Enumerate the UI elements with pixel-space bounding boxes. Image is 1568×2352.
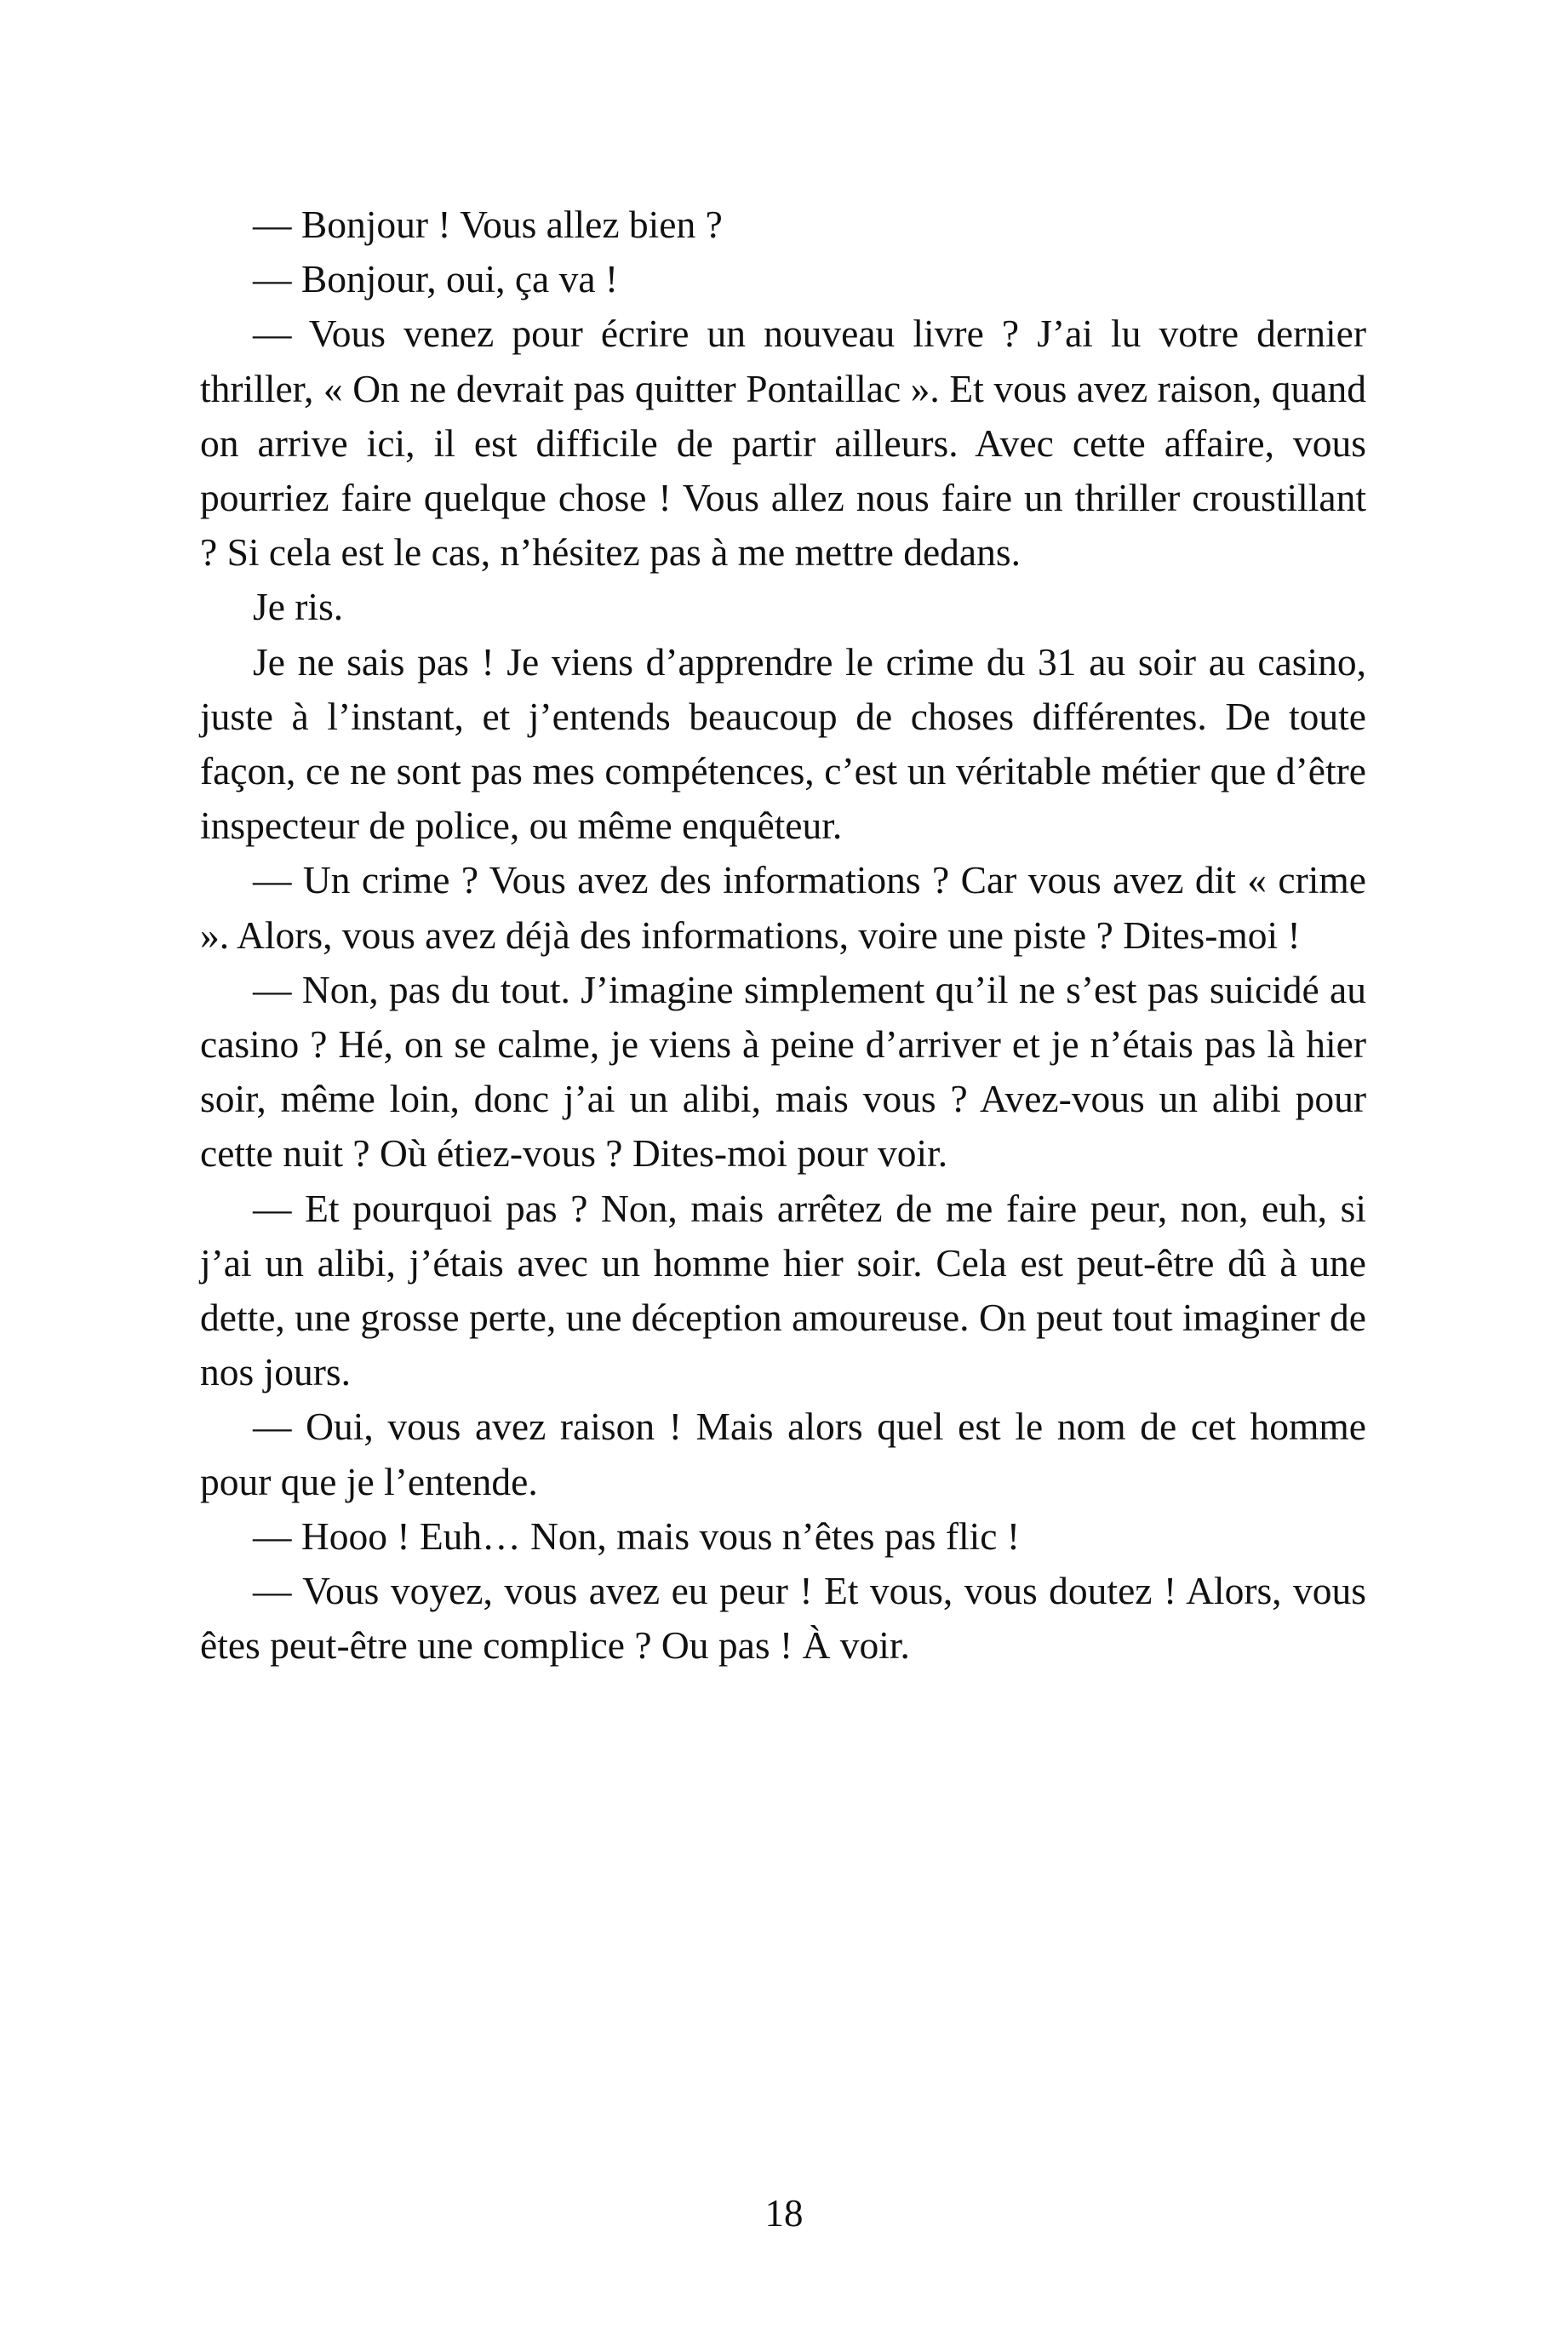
paragraph: — Hooo ! Euh… Non, mais vous n’êtes pas flic ! bbox=[253, 1514, 1021, 1558]
paragraph: — Et pourquoi pas ? Non, mais arrêtez de me faire peur, non, euh, si j’ai un alibi, j’étais avec un homme hier soir. Cela est peut-être dû à une dette, une grosse perte, une déception amoureuse. On peut tout imaginer de nos jours. bbox=[200, 1186, 1366, 1394]
paragraph: — Vous voyez, vous avez eu peur ! Et vous, vous doutez ! Alors, vous êtes peut-être une complice ? Ou pas ! À voir. bbox=[200, 1569, 1366, 1668]
paragraph: — Bonjour ! Vous allez bien ? bbox=[253, 203, 723, 246]
body-text bbox=[200, 197, 1366, 1673]
paragraph: Je ris. bbox=[253, 585, 344, 629]
paragraph: — Un crime ? Vous avez des informations ? Car vous avez dit « crime ». Alors, vous avez déjà des informations, voire une piste ? Dites-moi ! bbox=[200, 858, 1366, 957]
page-number: 18 bbox=[764, 2192, 804, 2235]
paragraph: Je ne sais pas ! Je viens d’apprendre le crime du 31 au soir au casino, juste à l’instant, et j’entends beaucoup de choses différentes. De toute façon, ce ne sont pas mes compétences, c’est un véritable métier que d’être inspecteur de police, ou même enquêteur. bbox=[200, 639, 1366, 848]
paragraph: — Vous venez pour écrire un nouveau livre ? J’ai lu votre dernier thriller, « On ne devrait pas quitter Pontaillac ». Et vous avez raison, quand on arrive ici, il est difficile de partir ailleurs. Avec cette affaire, vous pourriez faire quelque chose ! Vous allez nous faire un thriller croustillant ? Si cela est le cas, n’hésitez pas à me mettre dedans. bbox=[200, 312, 1366, 575]
paragraph: — Bonjour, oui, ça va ! bbox=[253, 257, 619, 301]
paragraph: — Non, pas du tout. J’imagine simplement qu’il ne s’est pas suicidé au casino ? Hé, on se calme, je viens à peine d’arriver et je n’étais pas là hier soir, même loin, donc j’ai un alibi, mais vous ? Avez-vous un alibi pour cette nuit ? Où étiez-vous ? Dites-moi pour voir. bbox=[200, 967, 1366, 1176]
paragraph: — Oui, vous avez raison ! Mais alors quel est le nom de cet homme pour que je l’entende. bbox=[200, 1405, 1366, 1503]
